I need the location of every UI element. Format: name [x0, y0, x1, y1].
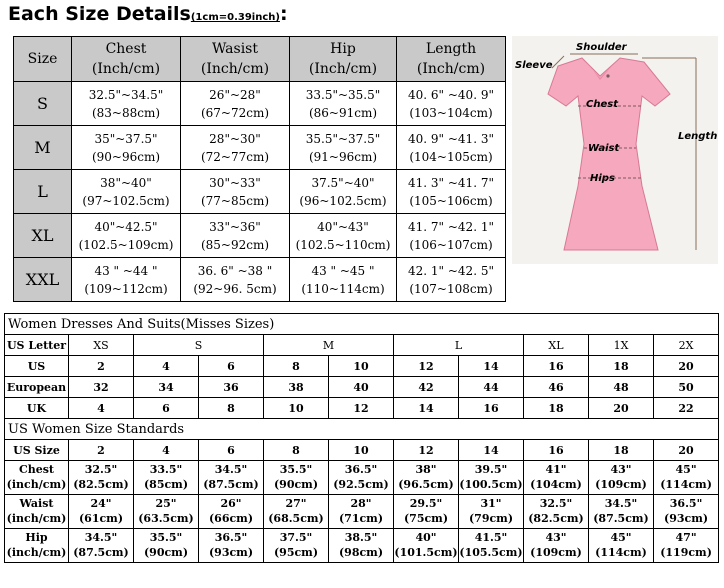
table-cell: 12 — [329, 398, 394, 419]
table-cell: 20 — [654, 440, 719, 461]
table-row — [14, 258, 506, 302]
table-cell: 4 — [69, 398, 134, 419]
hip-cell: 35.5"~37.5" (91~96cm) — [290, 126, 397, 170]
section-header-row — [5, 314, 719, 335]
waist-cell: 36. 6" ~38 " (92~96. 5cm) — [181, 258, 290, 302]
table-cell: 35.5" (90cm) — [134, 529, 199, 563]
table-cell: 32.5" (82.5cm) — [524, 495, 589, 529]
header-size: Size — [14, 37, 72, 82]
hip-cell: 40"~43" (102.5~110cm) — [290, 214, 397, 258]
table-cell: 26" (66cm) — [199, 495, 264, 529]
table-cell: 16 — [524, 356, 589, 377]
table-cell: 34 — [134, 377, 199, 398]
neck-point — [606, 74, 609, 77]
section-header-row — [5, 419, 719, 440]
section-title-us-standards: US Women Size Standards — [5, 419, 719, 440]
table-cell: 35.5" (90cm) — [264, 461, 329, 495]
table-cell: 41" (104cm) — [524, 461, 589, 495]
table-cell: 45" (114cm) — [654, 461, 719, 495]
table-cell: 43" (109cm) — [589, 461, 654, 495]
letter-cell: M — [264, 335, 394, 356]
table-cell: 27" (68.5cm) — [264, 495, 329, 529]
letter-cell: 1X — [589, 335, 654, 356]
table-cell: 32.5" (82.5cm) — [69, 461, 134, 495]
table-cell: 6 — [199, 440, 264, 461]
hip-row — [5, 529, 719, 563]
table-cell: 2 — [69, 356, 134, 377]
table-cell: 28" (71cm) — [329, 495, 394, 529]
chest-cell: 40"~42.5" (102.5~109cm) — [72, 214, 181, 258]
table-cell: 34.5" (87.5cm) — [589, 495, 654, 529]
length-cell: 40. 6" ~40. 9" (103~104cm) — [397, 82, 506, 126]
row-label: Waist (inch/cm) — [5, 495, 69, 529]
table-cell: 22 — [654, 398, 719, 419]
size-cell: L — [14, 170, 72, 214]
table-cell: 20 — [589, 398, 654, 419]
table-cell: 10 — [329, 356, 394, 377]
row-label: Hip (inch/cm) — [5, 529, 69, 563]
size-details-table — [13, 36, 506, 302]
chest-row — [5, 461, 719, 495]
waist-cell: 28"~30" (72~77cm) — [181, 126, 290, 170]
us-letter-row — [5, 335, 719, 356]
size-table-header — [14, 37, 506, 82]
table-cell: 12 — [394, 356, 459, 377]
chest-cell: 35"~37.5" (90~96cm) — [72, 126, 181, 170]
letter-cell: S — [134, 335, 264, 356]
table-cell: 39.5" (100.5cm) — [459, 461, 524, 495]
table-cell: 18 — [589, 356, 654, 377]
title-text: Each Size Details — [8, 3, 191, 25]
header-length: Length (Inch/cm) — [397, 37, 506, 82]
table-cell: 8 — [264, 440, 329, 461]
size-cell: S — [14, 82, 72, 126]
table-row — [14, 126, 506, 170]
length-cell: 40. 9" ~41. 3" (104~105cm) — [397, 126, 506, 170]
table-cell: 6 — [199, 356, 264, 377]
table-cell: 20 — [654, 356, 719, 377]
table-cell: 41.5" (105.5cm) — [459, 529, 524, 563]
title-colon: : — [279, 3, 288, 25]
hip-cell: 37.5"~40" (96~102.5cm) — [290, 170, 397, 214]
table-cell: 8 — [264, 356, 329, 377]
title-note: (1cm=0.39inch) — [190, 12, 280, 23]
table-cell: 12 — [394, 440, 459, 461]
table-cell: 18 — [524, 398, 589, 419]
table-cell: 45" (114cm) — [589, 529, 654, 563]
table-cell: 32 — [69, 377, 134, 398]
table-cell: 18 — [589, 440, 654, 461]
waist-cell: 26"~28" (67~72cm) — [181, 82, 290, 126]
row-label: US — [5, 356, 69, 377]
table-cell: 47" (119cm) — [654, 529, 719, 563]
table-row — [5, 377, 719, 398]
table-row — [14, 170, 506, 214]
table-row — [5, 398, 719, 419]
length-cell: 41. 7" ~42. 1" (106~107cm) — [397, 214, 506, 258]
table-cell: 8 — [199, 398, 264, 419]
letter-cell: 2X — [654, 335, 719, 356]
table-cell: 46 — [524, 377, 589, 398]
length-cell: 41. 3" ~41. 7" (105~106cm) — [397, 170, 506, 214]
section-title-misses: Women Dresses And Suits(Misses Sizes) — [5, 314, 719, 335]
table-cell: 38" (96.5cm) — [394, 461, 459, 495]
table-cell: 31" (79cm) — [459, 495, 524, 529]
table-cell: 16 — [524, 440, 589, 461]
page-title — [8, 3, 288, 25]
table-cell: 42 — [394, 377, 459, 398]
row-label: UK — [5, 398, 69, 419]
label-length: Length — [678, 131, 718, 142]
table-cell: 24" (61cm) — [69, 495, 134, 529]
size-conversion-table — [4, 313, 719, 563]
table-cell: 14 — [459, 440, 524, 461]
table-cell: 40" (101.5cm) — [394, 529, 459, 563]
table-cell: 34.5" (87.5cm) — [69, 529, 134, 563]
header-chest: Chest (Inch/cm) — [72, 37, 181, 82]
table-cell: 10 — [264, 398, 329, 419]
table-cell: 44 — [459, 377, 524, 398]
table-cell: 10 — [329, 440, 394, 461]
table-cell: 36.5" (93cm) — [199, 529, 264, 563]
letter-cell: XS — [69, 335, 134, 356]
table-cell: 40 — [329, 377, 394, 398]
us-size-row — [5, 440, 719, 461]
table-cell: 25" (63.5cm) — [134, 495, 199, 529]
letter-cell: L — [394, 335, 524, 356]
row-label: Chest (inch/cm) — [5, 461, 69, 495]
table-cell: 33.5" (85cm) — [134, 461, 199, 495]
table-cell: 36.5" (93cm) — [654, 495, 719, 529]
chest-cell: 32.5"~34.5" (83~88cm) — [72, 82, 181, 126]
table-row — [14, 214, 506, 258]
table-row — [5, 356, 719, 377]
dress-measurement-diagram — [512, 36, 718, 264]
table-cell: 14 — [459, 356, 524, 377]
table-cell: 2 — [69, 440, 134, 461]
table-cell: 34.5" (87.5cm) — [199, 461, 264, 495]
waist-cell: 30"~33" (77~85cm) — [181, 170, 290, 214]
label-sleeve: Sleeve — [515, 60, 553, 71]
table-cell: 37.5" (95cm) — [264, 529, 329, 563]
header-waist: Wasist (Inch/cm) — [181, 37, 290, 82]
row-label: US Letter — [5, 335, 69, 356]
row-label: European — [5, 377, 69, 398]
table-cell: 4 — [134, 356, 199, 377]
chest-cell: 43 " ~44 " (109~112cm) — [72, 258, 181, 302]
size-cell: XXL — [14, 258, 72, 302]
table-cell: 29.5" (75cm) — [394, 495, 459, 529]
chest-cell: 38"~40" (97~102.5cm) — [72, 170, 181, 214]
hip-cell: 43 " ~45 " (110~114cm) — [290, 258, 397, 302]
row-label: US Size — [5, 440, 69, 461]
header-hip: Hip (Inch/cm) — [290, 37, 397, 82]
table-cell: 38.5" (98cm) — [329, 529, 394, 563]
waist-cell: 33"~36" (85~92cm) — [181, 214, 290, 258]
label-hips: Hips — [590, 173, 615, 184]
table-cell: 16 — [459, 398, 524, 419]
table-row — [14, 82, 506, 126]
table-cell: 50 — [654, 377, 719, 398]
size-cell: XL — [14, 214, 72, 258]
label-waist: Waist — [588, 143, 620, 154]
waist-row — [5, 495, 719, 529]
table-cell: 38 — [264, 377, 329, 398]
hip-cell: 33.5"~35.5" (86~91cm) — [290, 82, 397, 126]
letter-cell: XL — [524, 335, 589, 356]
table-cell: 14 — [394, 398, 459, 419]
table-cell: 36 — [199, 377, 264, 398]
label-shoulder: Shoulder — [576, 42, 627, 53]
label-chest: Chest — [586, 99, 618, 110]
size-cell: M — [14, 126, 72, 170]
length-cell: 42. 1" ~42. 5" (107~108cm) — [397, 258, 506, 302]
table-cell: 48 — [589, 377, 654, 398]
table-cell: 6 — [134, 398, 199, 419]
table-cell: 4 — [134, 440, 199, 461]
table-cell: 43" (109cm) — [524, 529, 589, 563]
table-cell: 36.5" (92.5cm) — [329, 461, 394, 495]
